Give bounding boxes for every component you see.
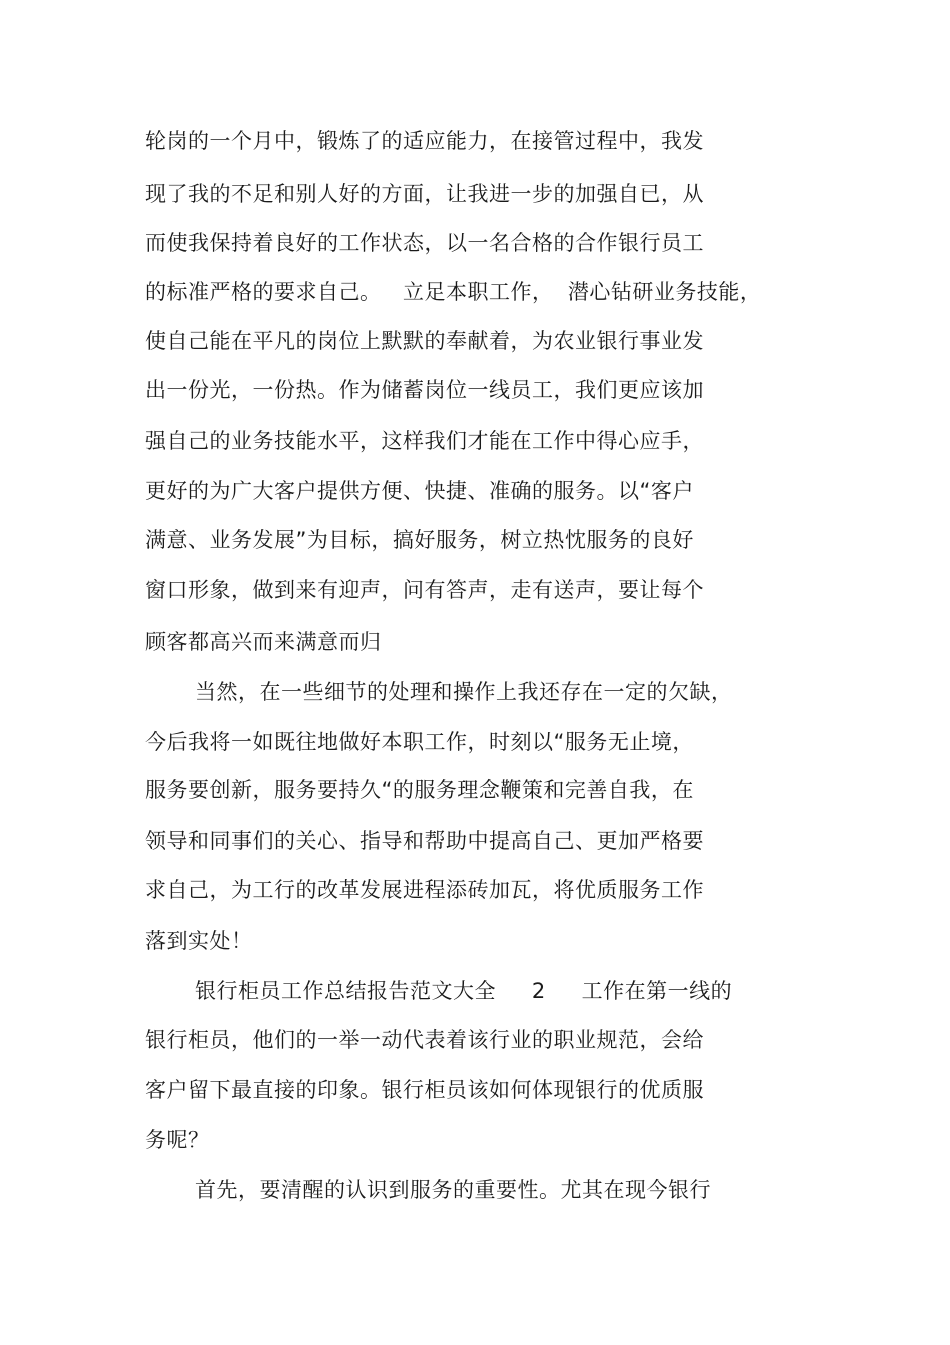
paragraph-first-line: 首先，要清醒的认识到服务的重要性。尤其在现今银行 <box>195 1178 711 1202</box>
paragraph-first-line: 当然，在一些细节的处理和操作上我还存在一定的欠缺， <box>195 680 733 704</box>
paragraph-line: 轮岗的一个月中，锻炼了的适应能力，在接管过程中，我发 <box>145 129 704 153</box>
paragraph-line: 而使我保持着良好的工作状态，以一名合格的合作银行员工 <box>145 231 704 255</box>
paragraph-line: 更好的为广大客户提供方便、快捷、准确的服务。以“客户 <box>145 479 694 503</box>
paragraph-line: 强自己的业务技能水平，这样我们才能在工作中得心应手， <box>145 429 704 453</box>
paragraph-line: 银行柜员，他们的一举一动代表着该行业的职业规范，会给 <box>145 1028 704 1052</box>
paragraph-line: 今后我将一如既往地做好本职工作，时刻以“服务无止境， <box>145 730 694 754</box>
paragraph-line: 落到实处！ <box>145 929 253 953</box>
paragraph-line: 务呢？ <box>145 1128 210 1152</box>
paragraph-line: 满意、业务发展”为目标，搞好服务，树立热忱服务的良好 <box>145 528 694 552</box>
paragraph-line: 的标准严格的要求自己。 立足本职工作， 潜心钻研业务技能， <box>145 280 762 304</box>
paragraph-line: 现了我的不足和别人好的方面，让我进一步的加强自已，从 <box>145 182 704 206</box>
section-heading-line: 银行柜员工作总结报告范文大全 2 工作在第一线的 <box>195 979 733 1003</box>
paragraph-line: 领导和同事们的关心、指导和帮助中提高自己、更加严格要 <box>145 829 704 853</box>
paragraph-line: 窗口形象，做到来有迎声，问有答声，走有送声，要让每个 <box>145 578 704 602</box>
paragraph-line: 使自己能在平凡的岗位上默默的奉献着，为农业银行事业发 <box>145 329 704 353</box>
paragraph-line: 求自己，为工行的改革发展进程添砖加瓦，将优质服务工作 <box>145 878 704 902</box>
paragraph-line: 顾客都高兴而来满意而归 <box>145 630 382 654</box>
paragraph-line: 客户留下最直接的印象。银行柜员该如何体现银行的优质服 <box>145 1078 704 1102</box>
paragraph-line: 出一份光，一份热。作为储蓄岗位一线员工，我们更应该加 <box>145 378 704 402</box>
paragraph-line: 服务要创新，服务要持久“的服务理念鞭策和完善自我，在 <box>145 778 694 802</box>
